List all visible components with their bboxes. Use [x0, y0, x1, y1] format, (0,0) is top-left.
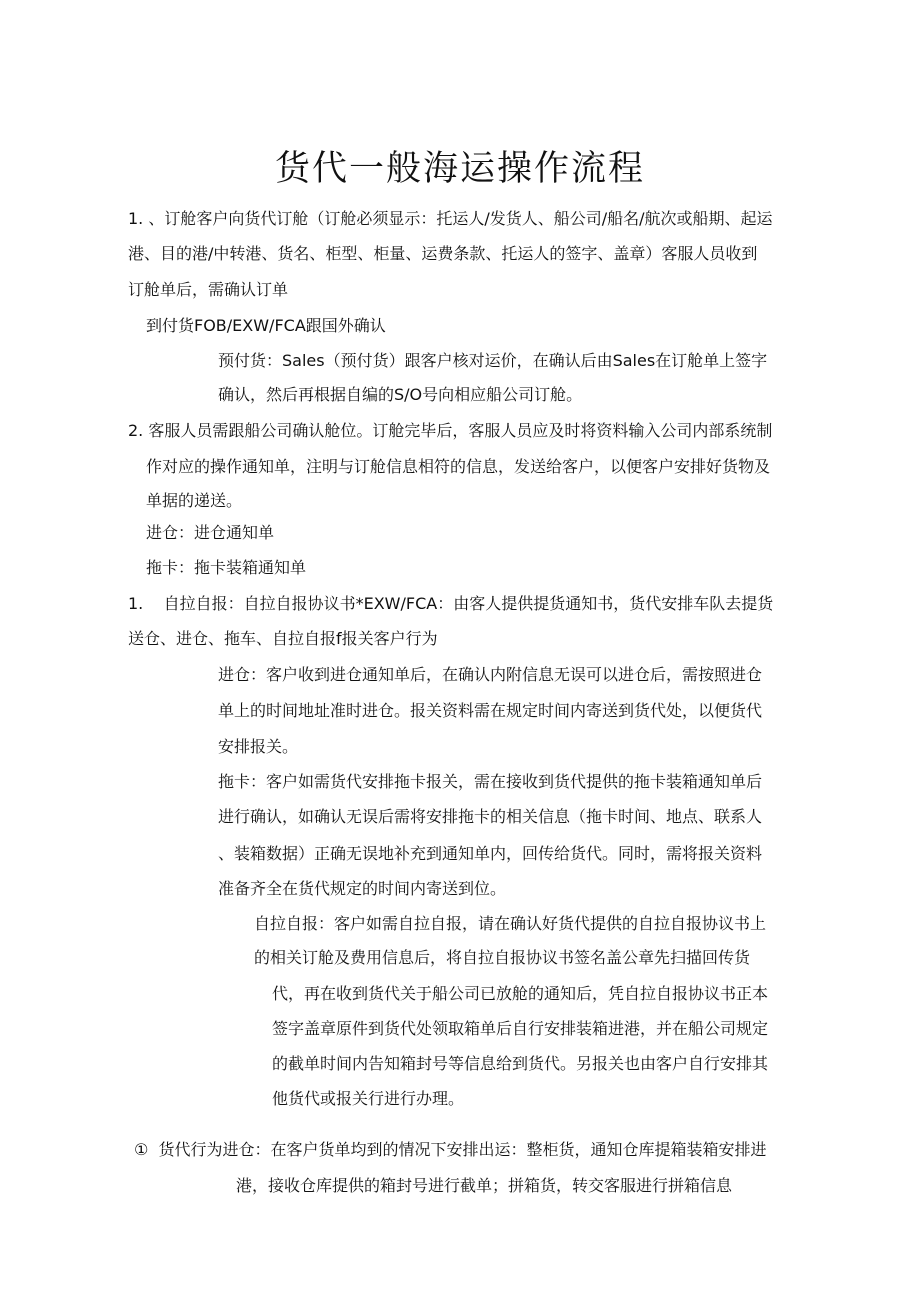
warehouse-notice-line: 进仓：进仓通知单 — [146, 523, 275, 542]
collect-line: 到付货FOB/EXW/FCA跟国外确认 — [146, 316, 386, 335]
section1-line1: 1. 、订舱客户向货代订舱（订舱必须显示：托运人/发货人、船公司/船名/航次或船期、起运 — [128, 209, 773, 228]
self-declare-line4: 签字盖章原件到货代处领取箱单后自行安排装箱进港，并在船公司规定 — [272, 1019, 769, 1038]
trucking-line2: 进行确认，如确认无误后需将安排拖卡的相关信息（拖卡时间、地点、联系人 — [218, 807, 763, 826]
section1-line2: 港、目的港/中转港、货名、柜型、柜量、运费条款、托运人的签字、盖章）客服人员收到 — [128, 244, 758, 263]
self-declare-line3: 代，再在收到货代关于船公司已放舱的通知后，凭自拉自报协议书正本 — [272, 984, 769, 1003]
section2-line2: 作对应的操作通知单，注明与订舱信息相符的信息，发送给客户，以便客户安排好货物及 — [146, 457, 771, 476]
section3-line2: 送仓、进仓、拖车、自拉自报f报关客户行为 — [128, 629, 438, 648]
section2-line3: 单据的递送。 — [146, 491, 243, 510]
self-declare-line2: 的相关订舱及费用信息后，将自拉自报协议书签名盖公章先扫描回传货 — [254, 948, 751, 967]
self-declare-line1: 自拉自报：客户如需自拉自报，请在确认好货代提供的自拉自报协议书上 — [254, 914, 767, 933]
section4-line2: 港，接收仓库提供的箱封号进行截单；拼箱货，转交客服进行拼箱信息 — [236, 1176, 733, 1195]
prepaid-line1: 预付货：Sales（预付货）跟客户核对运价，在确认后由Sales在订舱单上签字 — [218, 351, 768, 370]
warehouse-line2: 单上的时间地址准时进仓。报关资料需在规定时间内寄送到货代处，以便货代 — [218, 701, 763, 720]
self-declare-line6: 他货代或报关行进行办理。 — [272, 1089, 465, 1108]
section1-line3: 订舱单后，需确认订单 — [128, 280, 289, 299]
trucking-notice-line: 拖卡：拖卡装箱通知单 — [146, 558, 307, 577]
trucking-line4: 准备齐全在货代规定的时间内寄送到位。 — [218, 879, 507, 898]
prepaid-line2: 确认，然后再根据自编的S/O号向相应船公司订舱。 — [218, 385, 583, 404]
trucking-line3: 、装箱数据）正确无误地补充到通知单内，回传给货代。同时，需将报关资料 — [218, 844, 763, 863]
page-title: 货代一般海运操作流程 — [274, 149, 645, 190]
self-declare-line5: 的截单时间内告知箱封号等信息给到货代。另报关也由客户自行安排其 — [272, 1054, 769, 1073]
warehouse-line1: 进仓：客户收到进仓通知单后，在确认内附信息无误可以进仓后，需按照进仓 — [218, 665, 763, 684]
trucking-line1: 拖卡：客户如需货代安排拖卡报关，需在接收到货代提供的拖卡装箱通知单后 — [218, 772, 763, 791]
section4-line1: ① 货代行为进仓：在客户货单均到的情况下安排出运：整柜货，通知仓库提箱装箱安排进 — [134, 1140, 767, 1159]
section3-line1: 1. 自拉自报：自拉自报协议书*EXW/FCA：由客人提供提货通知书，货代安排车队去提货 — [128, 594, 774, 613]
warehouse-line3: 安排报关。 — [218, 737, 299, 756]
section2-line1: 2. 客服人员需跟船公司确认舱位。订舱完毕后，客服人员应及时将资料输入公司内部系统制 — [128, 421, 773, 440]
